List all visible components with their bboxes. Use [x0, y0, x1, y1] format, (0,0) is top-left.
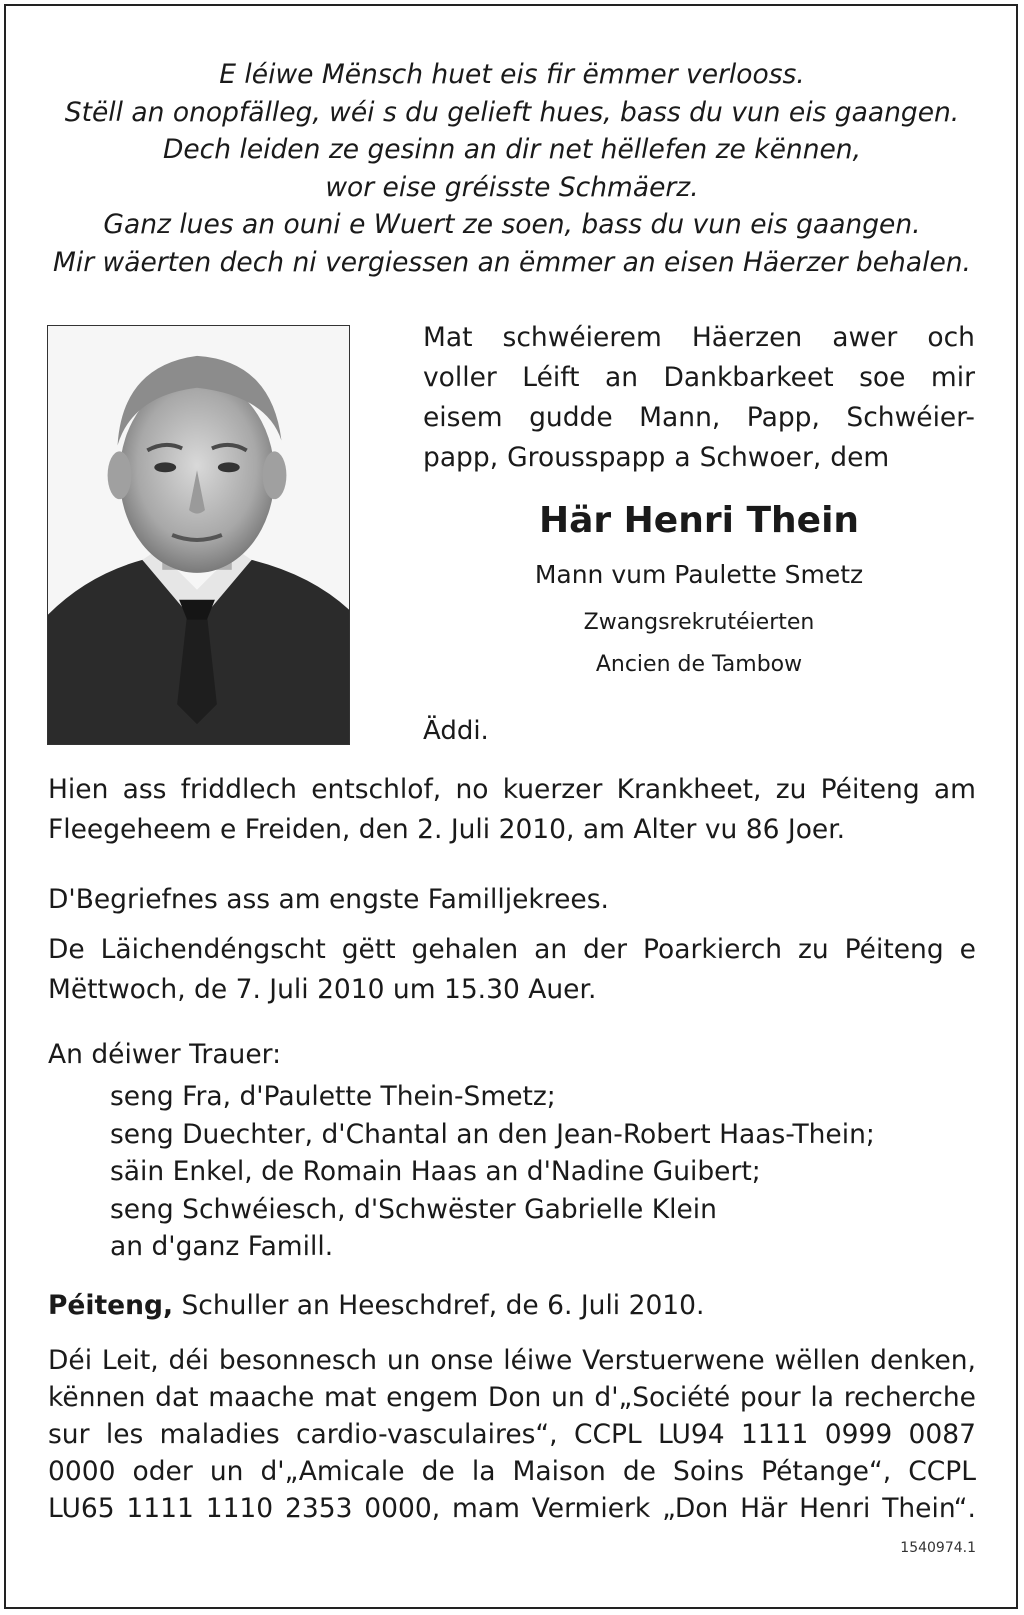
word: De	[48, 934, 85, 965]
intro-word: Mat	[423, 322, 473, 353]
word: mam	[452, 1493, 520, 1524]
intro-word: mir	[930, 362, 975, 393]
intro-word: soe	[859, 362, 906, 393]
word: LU94	[658, 1419, 725, 1450]
word: oder	[132, 1456, 193, 1487]
word: gehalen	[411, 934, 519, 965]
poem-line: E léiwe Mënsch huet eis fir ëmmer verlooss.	[219, 59, 805, 90]
word: Här	[740, 1493, 788, 1524]
word: d'„Amicale	[260, 1456, 405, 1487]
portrait-photo	[47, 325, 350, 745]
word: an	[534, 934, 568, 965]
mourner-line: seng Duechter, d'Chantal an den Jean-Robert Haas-Thein;	[110, 1118, 875, 1150]
word: un	[551, 1382, 585, 1413]
word: kënnen	[48, 1382, 146, 1413]
word: sur	[48, 1419, 90, 1450]
intro-word: a	[674, 442, 691, 473]
word: Verstuerwene	[582, 1345, 765, 1376]
word: les	[105, 1419, 144, 1450]
word: 1111	[740, 1419, 809, 1450]
word: la	[810, 1382, 834, 1413]
word: Maison	[512, 1456, 606, 1487]
poem-line: Dech leiden ze gesinn an dir net hëllefen ze kënnen,	[162, 134, 862, 165]
word: Henri	[799, 1493, 871, 1524]
word: Läichendéngscht	[100, 934, 326, 965]
intro-word: Schwoer,	[699, 442, 822, 473]
poem-line: Stëll an onopfälleg, wéi s du gelieft hues, bass du vun eis gaangen.	[64, 96, 960, 128]
word: léiwe	[503, 1345, 573, 1376]
text-line	[48, 1416, 976, 1453]
word: kuerzer	[502, 774, 603, 805]
intro-line	[423, 318, 975, 358]
reference-number: 1540974.1	[900, 1540, 976, 1556]
signoff-rest: Schuller an Heeschdref, de 6. Juli 2010.	[181, 1290, 705, 1321]
word: 1110	[205, 1493, 274, 1524]
mourning-label: An déiwer Trauer:	[48, 1039, 282, 1070]
text-line: Mëttwoch, de 7. Juli 2010 um 15.30 Auer.	[48, 974, 597, 1005]
word: un	[386, 1345, 421, 1376]
intro-word: gudde	[529, 402, 613, 433]
word: de	[421, 1456, 455, 1487]
poem-line: wor eise gréisste Schmäerz.	[325, 171, 699, 203]
word: Déi	[48, 1345, 93, 1376]
title-line: Ancien de Tambow	[595, 652, 803, 677]
word: Soins	[673, 1456, 745, 1487]
signoff	[48, 1290, 704, 1321]
word: Hien	[48, 774, 109, 805]
text-line	[48, 1490, 976, 1527]
intro-word: voller	[423, 362, 497, 393]
word: recherche	[843, 1382, 976, 1413]
intro-word: och	[927, 322, 975, 353]
donation-text	[48, 1342, 976, 1527]
farewell-text: Äddi.	[423, 716, 489, 746]
word: Poarkierch	[643, 934, 783, 965]
intro-word: dem	[830, 442, 890, 473]
word: gëtt	[341, 934, 396, 965]
intro-word: Papp,	[746, 402, 820, 433]
intro-line	[423, 398, 975, 438]
word: CCPL	[573, 1419, 642, 1450]
word: Thein“.	[882, 1493, 976, 1524]
text-line	[48, 1379, 976, 1416]
word: dat	[155, 1382, 199, 1413]
word: zu	[775, 774, 807, 805]
word: 1111	[126, 1493, 194, 1524]
word: „Don	[662, 1493, 729, 1524]
word: un	[209, 1456, 244, 1487]
intro-line	[423, 438, 975, 478]
word: la	[471, 1456, 496, 1487]
poem-line: Ganz lues an ouni e Wuert ze soen, bass du vun eis gaangen.	[103, 209, 921, 240]
family-circle-text: D'Begriefnes ass am engste Familljekrees.	[48, 884, 609, 915]
word: 0087	[908, 1419, 976, 1450]
word: friddlech	[180, 774, 297, 805]
mourner-line: seng Fra, d'Paulette Thein-Smetz;	[110, 1081, 556, 1112]
word: 0000	[48, 1456, 116, 1487]
word: maladies	[159, 1419, 280, 1450]
word: Don	[487, 1382, 542, 1413]
intro-word: awer	[832, 322, 898, 353]
text-line	[48, 930, 976, 970]
word: cardio-vasculaires“,	[295, 1419, 558, 1450]
intro-word: an	[604, 362, 639, 393]
word: déi	[168, 1345, 210, 1376]
funeral-notice	[48, 930, 976, 1010]
word: zu	[798, 934, 829, 965]
intro-word: eisem	[423, 402, 503, 433]
mourner-line: säin Enkel, de Romain Haas an d'Nadine Guibert;	[110, 1156, 761, 1187]
intro-word: Léift	[522, 362, 580, 393]
death-notice	[48, 770, 976, 850]
word: mat	[323, 1382, 377, 1413]
mourner-line: an d'ganz Famill.	[110, 1231, 334, 1262]
text-line	[48, 1342, 976, 1379]
word: Péiteng	[820, 774, 920, 805]
word: LU65	[48, 1493, 115, 1524]
word: e	[959, 934, 976, 965]
word: 0000,	[364, 1493, 441, 1524]
word: de	[622, 1456, 656, 1487]
word: ass	[122, 774, 167, 805]
word: maache	[208, 1382, 315, 1413]
word: Krankheet,	[616, 774, 762, 805]
word: wëllen	[774, 1345, 861, 1376]
word: d'„Société	[594, 1382, 731, 1413]
intro-word: papp,	[423, 442, 499, 473]
word: besonnesch	[218, 1345, 378, 1376]
intro-word: Mann,	[639, 402, 721, 433]
word: denken,	[870, 1345, 976, 1376]
spouse-line: Mann vum Paulette Smetz	[534, 560, 864, 589]
text-line	[48, 770, 976, 810]
word: Pétange“,	[761, 1456, 892, 1487]
intro-line	[423, 358, 975, 398]
intro-word: Häerzen	[691, 322, 803, 353]
poem	[0, 56, 1024, 281]
word: 2353	[285, 1493, 353, 1524]
word: entschlof,	[311, 774, 442, 805]
mourners-list	[110, 1078, 875, 1266]
word: Péiteng	[844, 934, 944, 965]
intro-word: Schwéier-	[846, 402, 975, 433]
mourner-line: seng Schwéiesch, d'Schwëster Gabrielle Klein	[110, 1193, 717, 1225]
word: Leit,	[101, 1345, 159, 1376]
poem-line: Mir wäerten dech ni vergiessen an ëmmer an eisen Häerzer behalen.	[53, 246, 971, 278]
intro-text	[423, 318, 975, 478]
intro-word: Grousspapp	[507, 442, 666, 473]
word: pour	[739, 1382, 801, 1413]
word: CCPL	[908, 1456, 976, 1487]
word: am	[933, 774, 976, 805]
word: no	[455, 774, 489, 805]
deceased-name: Här Henri Thein	[538, 500, 860, 541]
word: Vermierk	[531, 1493, 651, 1524]
signoff-place: Péiteng,	[48, 1290, 174, 1321]
word: der	[583, 934, 628, 965]
word: onse	[430, 1345, 494, 1376]
text-line: Fleegeheem e Freiden, den 2. Juli 2010, am Alter vu 86 Joer.	[48, 814, 846, 845]
intro-word: Dankbarkeet	[663, 362, 834, 393]
word: engem	[386, 1382, 479, 1413]
title-line: Zwangsrekrutéierten	[583, 610, 815, 635]
word: 0999	[824, 1419, 893, 1450]
intro-word: schwéierem	[502, 322, 662, 353]
text-line	[48, 1453, 976, 1490]
